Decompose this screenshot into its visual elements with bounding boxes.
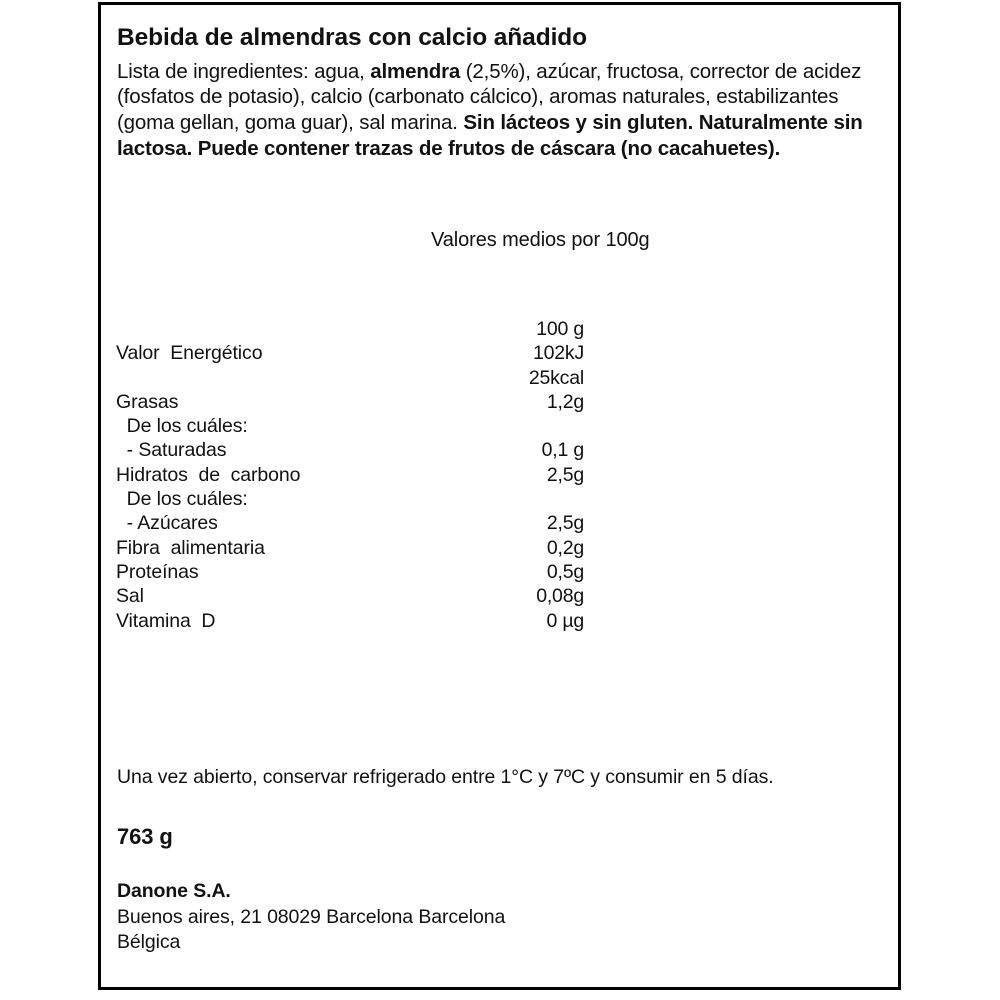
nutrition-table xyxy=(101,317,898,633)
nutrition-label-frame xyxy=(98,2,901,990)
manufacturer-block xyxy=(117,879,505,956)
nutrition-row-value: 102kJ xyxy=(532,342,584,365)
nutrition-row xyxy=(101,560,898,584)
nutrition-row-label: Hidratos de carbono xyxy=(116,463,301,486)
nutrition-row xyxy=(101,317,898,341)
nutrition-row xyxy=(101,584,898,608)
nutrition-row xyxy=(101,463,898,487)
nutrition-row-label: Fibra alimentaria xyxy=(116,536,265,559)
nutrition-row xyxy=(101,609,898,633)
nutrition-row-value: 100 g xyxy=(536,318,584,340)
ingredients-list xyxy=(117,59,872,162)
nutrition-row-value: 0,08g xyxy=(536,585,584,608)
nutrition-row xyxy=(101,390,898,414)
manufacturer-address: Buenos aires, 21 08029 Barcelona Barcelona xyxy=(117,905,506,928)
nutrition-row xyxy=(101,511,898,535)
net-weight: 763 g xyxy=(117,824,173,849)
product-title: Bebida de almendras con calcio añadido xyxy=(117,24,588,52)
nutrition-row-label: - Saturadas xyxy=(116,439,227,462)
storage-instructions: Una vez abierto, conservar refrigerado entre 1°C y 7ºC y consumir en 5 días. xyxy=(117,766,774,788)
ingredients-text: Lista de ingredientes: agua, xyxy=(117,59,371,83)
nutrition-row xyxy=(101,487,898,511)
ingredients-emphasis: Sin lácteos y sin gluten. Naturalmente sin lactosa. Puede contener trazas de frutos de cáscara (no cacahuetes). xyxy=(117,111,863,160)
nutrition-row-label: Sal xyxy=(116,585,144,608)
nutrition-row-label: - Azúcares xyxy=(116,512,218,535)
nutrition-row-value: 0,1 g xyxy=(541,439,584,462)
ingredients-text: (2,5%), azúcar, fructosa, corrector de acidez (fosfatos de potasio), calcio (carbonato cálcico), aromas naturales, estabilizantes (goma gellan, goma guar), sal marina. xyxy=(117,59,862,135)
nutrition-row-value: 0,5g xyxy=(546,560,584,583)
nutrition-row xyxy=(101,366,898,390)
nutrition-row-value: 0 µg xyxy=(546,609,584,632)
nutrition-row-label: De los cuáles: xyxy=(116,488,248,511)
nutrition-row-label: De los cuáles: xyxy=(116,415,248,438)
nutrition-row-value: 1,2g xyxy=(546,390,584,413)
nutrition-row-label: Grasas xyxy=(116,390,179,413)
nutrition-row xyxy=(101,438,898,462)
manufacturer-country: Bélgica xyxy=(117,931,181,953)
nutrition-row-label: Valor Energético xyxy=(116,342,263,365)
nutrition-row-value: 25kcal xyxy=(528,366,584,389)
nutrition-row-label: Vitamina D xyxy=(116,609,216,632)
nutrition-row-value: 2,5g xyxy=(546,512,584,535)
nutrition-row-value: 2,5g xyxy=(546,463,584,486)
nutrition-row xyxy=(101,341,898,365)
ingredients-emphasis: almendra xyxy=(370,59,461,83)
nutrition-row-label: Proteínas xyxy=(116,560,199,583)
nutrition-label-content xyxy=(101,5,898,987)
nutrition-table-header: Valores medios por 100g xyxy=(431,229,650,251)
nutrition-row-value: 0,2g xyxy=(546,536,584,559)
nutrition-row xyxy=(101,414,898,438)
nutrition-row xyxy=(101,536,898,560)
manufacturer-name: Danone S.A. xyxy=(117,880,231,902)
